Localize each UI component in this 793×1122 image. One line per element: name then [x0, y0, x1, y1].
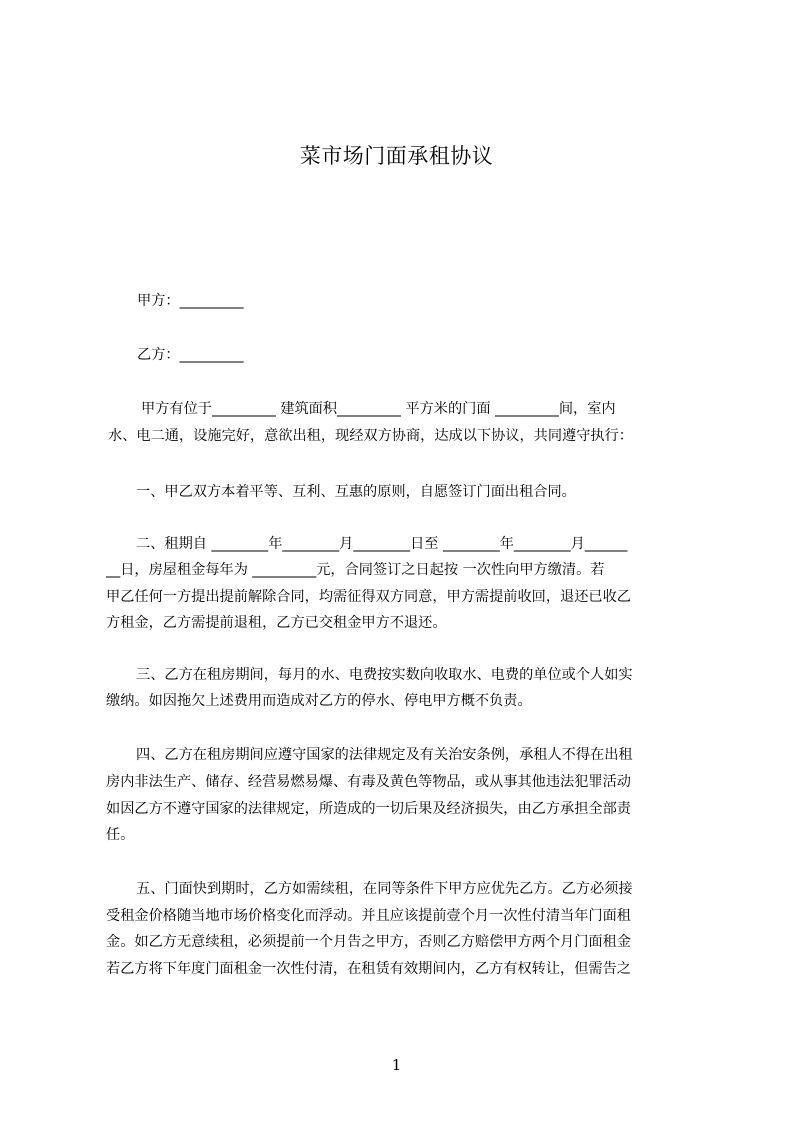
clause-four-line-1: 四、乙方在租房期间应遵守国家的法律规定及有关治安条例，承租人不得在出租: [136, 747, 633, 763]
clause-one-line-1: 一、甲乙双方本着平等、互利、互惠的原则，自愿签订门面出租合同。: [136, 484, 576, 500]
clause-five-line-1: 五、门面快到期时，乙方如需续租，在同等条件下甲方应优先乙方。乙方必须接: [136, 881, 633, 897]
clause-five-line-3: 金。如乙方无意续租，必须提前一个月告之甲方，否则乙方赔偿甲方两个月门面租金: [106, 934, 631, 950]
intro-line-1: 甲方有位于_________ 建筑面积_________ 平方米的门面 _________间，室内: [141, 401, 616, 417]
clause-two-line-4: 方租金，乙方需提前退租，乙方已交租金甲方不退还。: [106, 615, 447, 631]
clause-two-line-2: __日，房屋租金每年为 _________元，合同签订之日起按 一次性向甲方缴清。若: [106, 562, 605, 578]
clause-three-line-2: 缴纳。如因拖欠上述费用而造成对乙方的停水、停电甲方概不负责。: [106, 693, 532, 709]
intro-line-2: 水、电二通，设施完好，意欲出租，现经双方协商，达成以下协议，共同遵守执行：: [108, 428, 633, 444]
party-b-line: 乙方：_________: [137, 347, 244, 363]
clause-two-line-3: 甲乙任何一方提出提前解除合同，均需征得双方同意，甲方需提前收回，退还已收乙: [106, 589, 631, 605]
clause-two-line-1: 二、租期自 ________年________月________日至 ________年________月______: [136, 536, 628, 552]
clause-four-line-4: 任。: [106, 827, 135, 843]
party-a-line: 甲方：_________: [137, 293, 244, 309]
document-title: 菜市场门面承租协议: [299, 144, 494, 168]
clause-three-line-1: 三、乙方在租房期间，每月的水、电费按实数向收取水、电费的单位或个人如实: [136, 667, 633, 683]
clause-four-line-3: 如因乙方不遵守国家的法律规定，所造成的一切后果及经济损失，由乙方承担全部责: [106, 801, 631, 817]
clause-five-line-2: 受租金价格随当地市场价格变化而浮动。并且应该提前壹个月一次性付清当年门面租: [106, 908, 631, 924]
page-number: 1: [391, 1056, 402, 1074]
clause-four-line-2: 房内非法生产、储存、经营易燃易爆、有毒及黄色等物品，或从事其他违法犯罪活动: [106, 774, 631, 790]
clause-five-line-4: 若乙方将下年度门面租金一次性付清，在租赁有效期间内，乙方有权转让，但需告之: [106, 961, 631, 977]
